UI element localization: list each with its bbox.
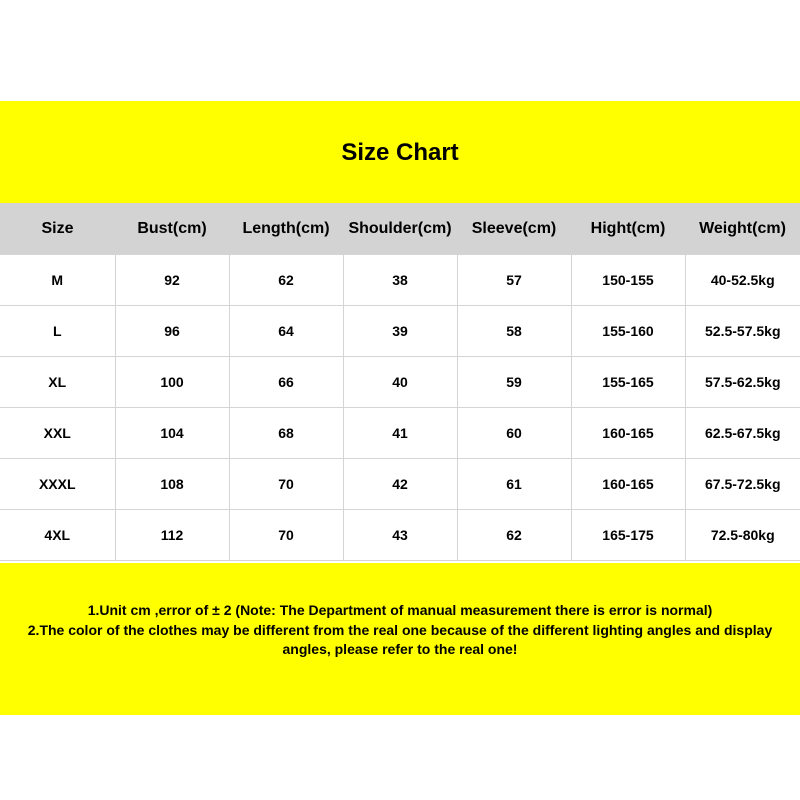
cell-length: 70: [229, 510, 343, 561]
cell-bust: 112: [115, 510, 229, 561]
cell-length: 70: [229, 459, 343, 510]
header-bust: Bust(cm): [115, 203, 229, 255]
notes-panel: [0, 563, 800, 715]
cell-bust: 92: [115, 255, 229, 306]
note-measurement-error: 1.Unit cm ,error of ± 2 (Note: The Department of manual measurement there is error is normal): [87, 602, 713, 618]
note-color-difference: 2.The color of the clothes may be different from the real one because of the different lighting angles and display angles, please refer to the real one!: [27, 621, 773, 657]
cell-bust: 96: [115, 306, 229, 357]
cell-sleeve: 62: [457, 510, 571, 561]
cell-sleeve: 57: [457, 255, 571, 306]
cell-height: 155-165: [571, 357, 685, 408]
cell-length: 62: [229, 255, 343, 306]
cell-size: XXL: [0, 408, 115, 459]
header-length: Length(cm): [229, 203, 343, 255]
cell-size: XL: [0, 357, 115, 408]
cell-size: L: [0, 306, 115, 357]
cell-size: M: [0, 255, 115, 306]
cell-weight: 72.5-80kg: [685, 510, 800, 561]
cell-shoulder: 40: [343, 357, 457, 408]
size-table: [0, 203, 800, 561]
cell-sleeve: 61: [457, 459, 571, 510]
cell-height: 150-155: [571, 255, 685, 306]
title-banner: [0, 101, 800, 203]
cell-weight: 52.5-57.5kg: [685, 306, 800, 357]
table-row: [0, 306, 800, 357]
table-row: [0, 255, 800, 306]
header-shoulder: Shoulder(cm): [343, 203, 457, 255]
table-row: [0, 510, 800, 561]
cell-weight: 62.5-67.5kg: [685, 408, 800, 459]
cell-shoulder: 39: [343, 306, 457, 357]
cell-height: 155-160: [571, 306, 685, 357]
cell-weight: 40-52.5kg: [685, 255, 800, 306]
cell-bust: 104: [115, 408, 229, 459]
cell-size: XXXL: [0, 459, 115, 510]
cell-height: 165-175: [571, 510, 685, 561]
cell-height: 160-165: [571, 459, 685, 510]
header-size: Size: [0, 203, 115, 255]
cell-shoulder: 43: [343, 510, 457, 561]
header-sleeve: Sleeve(cm): [457, 203, 571, 255]
cell-length: 68: [229, 408, 343, 459]
cell-weight: 67.5-72.5kg: [685, 459, 800, 510]
table-row: [0, 408, 800, 459]
cell-sleeve: 60: [457, 408, 571, 459]
header-weight: Weight(cm): [685, 203, 800, 255]
cell-bust: 100: [115, 357, 229, 408]
cell-shoulder: 38: [343, 255, 457, 306]
cell-height: 160-165: [571, 408, 685, 459]
cell-length: 64: [229, 306, 343, 357]
cell-sleeve: 58: [457, 306, 571, 357]
cell-length: 66: [229, 357, 343, 408]
page-title: Size Chart: [341, 139, 459, 166]
table-row: [0, 459, 800, 510]
header-height: Hight(cm): [571, 203, 685, 255]
table-row: [0, 357, 800, 408]
cell-weight: 57.5-62.5kg: [685, 357, 800, 408]
cell-sleeve: 59: [457, 357, 571, 408]
cell-shoulder: 42: [343, 459, 457, 510]
cell-shoulder: 41: [343, 408, 457, 459]
cell-size: 4XL: [0, 510, 115, 561]
table-header-row: [0, 203, 800, 255]
cell-bust: 108: [115, 459, 229, 510]
